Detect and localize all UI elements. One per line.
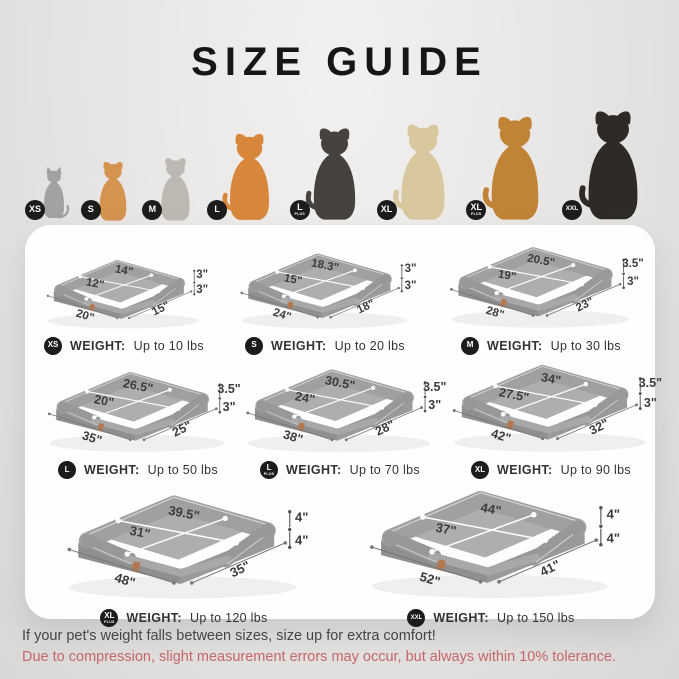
- weight-value: Up to 90 lbs: [560, 463, 631, 478]
- base-height-dim: 3": [196, 283, 209, 296]
- inner-length-dim: 20.5": [526, 252, 556, 270]
- outer-width-dim: 41": [536, 556, 563, 580]
- bed-illustration: [232, 246, 418, 333]
- base-height-dim: 3": [404, 279, 417, 292]
- weight-row-s: [245, 336, 405, 356]
- bed-figure-m: [441, 239, 644, 333]
- dog-icon: [571, 104, 655, 222]
- weight-row-xl: [471, 460, 631, 480]
- size-badge-l-plus: L PLUS: [290, 200, 310, 220]
- outer-length-dim: 24": [271, 306, 293, 323]
- size-badge-xl-plus: XL PLUS: [466, 200, 486, 220]
- size-badge-xl-plus: XL PLUS: [100, 609, 118, 627]
- labrador-illustration: [380, 118, 460, 222]
- size-badge-l: L: [58, 461, 76, 479]
- bolster-height-dim: 3": [196, 268, 209, 281]
- outer-length-dim: 28": [484, 304, 506, 322]
- inner-length-dim: 44": [479, 499, 503, 519]
- bed-xxl: [358, 480, 624, 628]
- weight-label: WEIGHT:: [84, 463, 140, 478]
- outer-width-dim: 23": [574, 295, 596, 315]
- weight-value: Up to 70 lbs: [349, 463, 420, 478]
- inner-length-dim: 18.3": [310, 257, 340, 275]
- french-bulldog-illustration: [148, 154, 200, 222]
- inner-length-dim: 39.5": [167, 502, 201, 524]
- weight-label: WEIGHT:: [70, 338, 126, 353]
- page-title: SIZE GUIDE: [191, 40, 488, 84]
- weight-value: Up to 120 lbs: [190, 611, 268, 626]
- size-badge-m: M: [142, 200, 162, 220]
- footer-notes: [22, 628, 667, 665]
- outer-width-dim: 28": [373, 417, 398, 439]
- base-height-dim: 3": [627, 276, 639, 289]
- dog-icon: [475, 110, 555, 222]
- bed-row-2: [35, 356, 663, 480]
- weight-label: WEIGHT:: [271, 338, 327, 353]
- golden-retriever-illustration: [470, 110, 555, 222]
- bolster-height-dim: 4": [295, 509, 309, 525]
- size-badge-xxl: XXL: [407, 609, 425, 627]
- outer-width-dim: 32": [586, 416, 611, 438]
- bed-row-1: [35, 239, 645, 356]
- border-collie-illustration: [294, 122, 370, 222]
- outer-length-dim: 42": [489, 426, 513, 446]
- bed-m: [441, 239, 644, 356]
- size-badge-l-plus: L PLUS: [260, 461, 278, 479]
- bed-xs: [39, 253, 209, 356]
- doberman-illustration: [565, 104, 655, 222]
- outer-length-dim: 35": [80, 428, 104, 448]
- inner-width-dim: 15": [283, 271, 304, 288]
- size-badge-xs: XS: [44, 337, 62, 355]
- weight-label: WEIGHT:: [126, 611, 182, 626]
- size-badge-s: S: [81, 200, 101, 220]
- weight-row-xxl: [407, 608, 574, 628]
- inner-width-dim: 20": [93, 391, 116, 410]
- size-chart-card: [25, 225, 663, 626]
- inner-width-dim: 27.5": [498, 385, 531, 406]
- bolster-height-dim: 3.5": [423, 379, 447, 394]
- size-badge-m: M: [461, 337, 479, 355]
- weight-label: WEIGHT:: [497, 463, 553, 478]
- inner-length-dim: 26.5": [121, 375, 155, 396]
- bed-l-plus: [237, 361, 447, 481]
- weight-label: WEIGHT:: [433, 611, 489, 626]
- inner-length-dim: 34": [539, 370, 563, 388]
- bed-illustration: [56, 485, 312, 605]
- outer-width-dim: 25": [169, 418, 194, 441]
- bed-illustration: [358, 480, 624, 605]
- bed-figure-xl-plus: [56, 485, 312, 605]
- outer-width-dim: 15": [150, 299, 173, 319]
- inner-width-dim: 19": [496, 267, 518, 284]
- inner-width-dim: 37": [434, 519, 458, 539]
- bed-s: [232, 246, 418, 356]
- weight-row-m: [461, 336, 621, 356]
- weight-value: Up to 10 lbs: [133, 338, 204, 353]
- bed-figure-s: [232, 246, 418, 333]
- bed-illustration: [441, 239, 644, 333]
- tolerance-note-text: Due to compression, slight measurement errors may occur, but always within 10% tolerance.: [22, 649, 616, 665]
- outer-length-dim: 48": [113, 569, 138, 591]
- base-height-dim: 4": [295, 532, 309, 548]
- cat-illustration: [28, 166, 74, 222]
- bolster-height-dim: 4": [606, 506, 621, 522]
- outer-length-dim: 52": [417, 568, 442, 590]
- bed-row-3: [35, 480, 645, 628]
- size-badge-xs: XS: [25, 200, 45, 220]
- pets-row: [28, 98, 655, 222]
- weight-value: Up to 150 lbs: [497, 611, 575, 626]
- dog-icon: [386, 118, 460, 222]
- inner-width-dim: 12": [84, 276, 106, 292]
- size-badge-xl: XL: [471, 461, 489, 479]
- outer-length-dim: 38": [281, 427, 305, 447]
- outer-width-dim: 35": [227, 557, 253, 581]
- base-height-dim: 4": [606, 530, 621, 546]
- sizing-advice-text: If your pet's weight falls between sizes, size up for extra comfort!: [22, 628, 436, 644]
- outer-length-dim: 20": [74, 307, 96, 325]
- inner-width-dim: 31": [128, 522, 153, 542]
- bolster-height-dim: 3.5": [638, 376, 663, 391]
- inner-length-dim: 14": [113, 263, 135, 280]
- outer-width-dim: 18": [355, 297, 377, 317]
- size-badge-l: L: [207, 200, 227, 220]
- size-badge-xl: XL: [377, 200, 397, 220]
- base-height-dim: 3": [428, 398, 442, 413]
- weight-row-l: [58, 460, 218, 480]
- weight-label: WEIGHT:: [286, 463, 342, 478]
- inner-length-dim: 30.5": [323, 373, 357, 393]
- bolster-height-dim: 3.5": [217, 382, 241, 397]
- inner-width-dim: 24": [293, 389, 317, 408]
- size-badge-xxl: XXL: [562, 200, 582, 220]
- base-height-dim: 3": [222, 400, 236, 415]
- bed-figure-l: [39, 364, 241, 457]
- weight-row-xl-plus: [100, 608, 267, 628]
- weight-value: Up to 20 lbs: [334, 338, 405, 353]
- bed-figure-xl: [443, 356, 663, 457]
- bed-l: [39, 364, 241, 480]
- size-badge-s: S: [245, 337, 263, 355]
- shiba-inu-illustration: [216, 128, 283, 222]
- bed-figure-xs: [39, 253, 209, 333]
- bolster-height-dim: 3": [404, 263, 417, 276]
- weight-row-l-plus: [260, 460, 420, 480]
- weight-label: WEIGHT:: [487, 338, 543, 353]
- bolster-height-dim: 3.5": [622, 258, 644, 271]
- weight-value: Up to 30 lbs: [550, 338, 621, 353]
- base-height-dim: 3": [643, 395, 657, 410]
- weight-value: Up to 50 lbs: [147, 463, 218, 478]
- bed-xl: [443, 356, 663, 480]
- bed-xl-plus: [56, 485, 312, 628]
- bed-figure-l-plus: [237, 361, 447, 458]
- weight-row-xs: [44, 336, 204, 356]
- bed-figure-xxl: [358, 480, 624, 605]
- pomeranian-illustration: [87, 158, 136, 222]
